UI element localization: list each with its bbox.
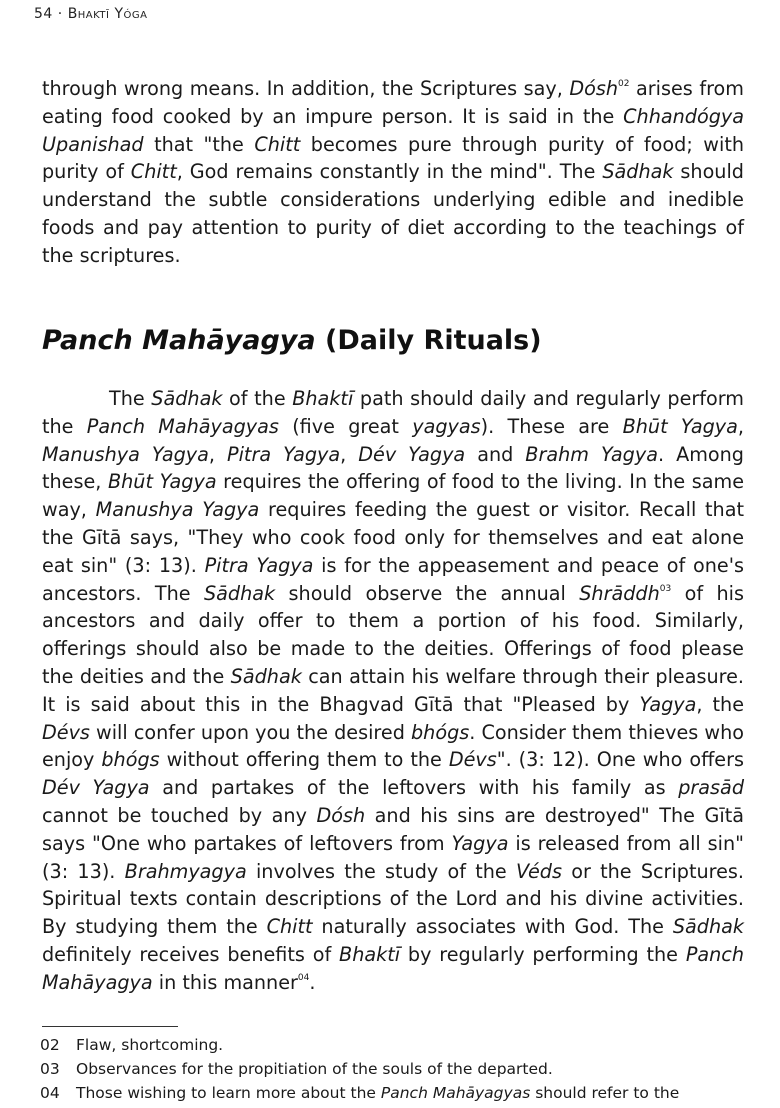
body-paragraph: The Sādhak of the Bhaktī path should daily and regularly perform the Panch Mahāyagyas (five great yagyas). These are Bhūt Yagya, Manushya Yagya, Pitra Yagya, Dév Yagya and Brahm Yagya. Among these, Bhūt Yagya requires the offering of food to the living. In the same way, Manushya Yagya requires feeding the guest or visitor. Recall that the Gītā says, "They who cook food only for themselves and eat alone eat sin" (3: 13). Pitra Yagya is for the appeasement and peace of one's ancestors. The Sādhak should observe the annual Shrāddh$^{03}$ of his ancestors and daily offer to them a portion of his food. Similarly, offerings should also be made to the deities. Offerings of food please the deities and the Sādhak can attain his welfare through their pleasure. It is said about this in the Bhagvad Gītā that "Pleased by Yagya, the Dévs will confer upon you the desired bhógs. Consider them thieves who enjoy bhógs without offering them to the Dévs". (3: 12). One who offers Dév Yagya and partakes of the leftovers with his family as prasād cannot be touched by any Dósh and his sins are destroyed" The Gītā says "One who partakes of leftovers from Yagya is released from all sin" (3: 13). Brahmyagya involves the study of the Véds or the Scriptures. Spiritual texts contain descriptions of the Lord and his divine activities. By studying them the Chitt naturally associates with God. The Sādhak definitely receives benefits of Bhaktī by regularly performing the Panch Mahāyagya in this manner$^{04}$. — [42, 387, 745, 994]
footnote-text: Observances for the propitiation of the souls of the departed. — [76, 1060, 553, 1078]
footnote-text-italic: Panch Mahāyagyas — [380, 1084, 531, 1102]
running-header — [34, 6, 147, 22]
heading-plain: (Daily Rituals) — [315, 325, 542, 356]
footnote-ref-03: 03 — [659, 583, 672, 594]
book-title: Bhaktī Yóga — [67, 6, 148, 22]
footnotes — [40, 1033, 750, 1105]
footnote-number: 02 — [40, 1036, 60, 1054]
footnote-text: should refer to the — [530, 1084, 680, 1102]
footnote-ref-04: 04 — [297, 972, 310, 983]
header-separator: · — [57, 6, 63, 22]
footnote-item — [40, 1081, 750, 1105]
footnote-text: Those wishing to learn more about the — [76, 1084, 381, 1102]
page-number: 54 — [34, 6, 53, 22]
footnote-number: 04 — [40, 1084, 60, 1102]
footnote-divider — [42, 1026, 178, 1027]
footnote-item — [40, 1057, 750, 1081]
footnote-ref-02: 02 — [618, 79, 630, 89]
intro-paragraph: through wrong means. In addition, the Scriptures say, Dósh$^{02}$ arises from eating food cooked by an impure person. It is said in the Chhandógya Upanishad that "the Chitt becomes pure through purity of food; with purity of Chitt, God remains constantly in the mind". The Sādhak should understand the subtle considerations underlying edible and inedible foods and pay attention to purity of diet according to the teachings of the scriptures. — [42, 77, 745, 267]
heading-italic: Panch Mahāyagya — [42, 325, 316, 356]
footnote-item — [40, 1033, 750, 1057]
footnote-number: 03 — [40, 1060, 60, 1078]
footnote-text: Flaw, shortcoming. — [76, 1036, 224, 1054]
section-heading — [42, 325, 542, 356]
